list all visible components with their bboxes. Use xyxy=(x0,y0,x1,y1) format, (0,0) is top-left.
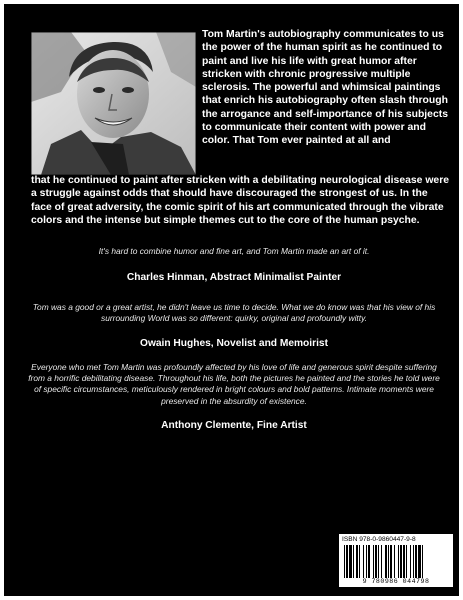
barcode-bar xyxy=(400,545,402,578)
barcode-bar xyxy=(394,545,395,578)
testimonial-quote: Tom was a good or a great artist, he didn't leave us time to decide. What we do know was that his view of his surrounding World was so different: quirky, original and profoundly witty. xyxy=(32,302,436,324)
barcode-bar xyxy=(366,545,367,578)
barcode-bar xyxy=(344,545,345,578)
barcode-bar xyxy=(353,545,354,578)
testimonial-author: Charles Hinman, Abstract Minimalist Painter xyxy=(126,272,342,283)
barcode-bars xyxy=(342,545,450,578)
bio-paragraph-top: Tom Martin's autobiography communicates to us the power of the human spirit as he continued to paint and live his life with great humor after stricken with chronic progressive multiple sclerosis. The powerful and whimsical paintings that enrich his autobiography often slash through the arrogance and self-importance of his subjects to communicate their content with power and color. That Tom ever painted at all and xyxy=(202,29,448,147)
back-cover xyxy=(4,4,459,596)
barcode-bar xyxy=(406,545,407,578)
barcode-bar xyxy=(422,545,423,578)
barcode-bar xyxy=(413,545,414,578)
barcode-bar xyxy=(385,545,387,578)
barcode-bar xyxy=(398,545,399,578)
barcode-bar xyxy=(356,545,358,578)
isbn-label: ISBN 978-0-9860447-9-8 xyxy=(342,536,416,543)
barcode-bar xyxy=(375,545,377,578)
isbn-barcode xyxy=(339,534,453,587)
barcode-bar xyxy=(363,545,364,578)
barcode-bar xyxy=(373,545,374,578)
barcode-number: 9 780986 044798 xyxy=(362,578,430,585)
barcode-bar xyxy=(390,545,392,578)
barcode-bar xyxy=(381,545,382,578)
barcode-bar xyxy=(403,545,405,578)
barcode-bar xyxy=(359,545,360,578)
barcode-bar xyxy=(388,545,389,578)
testimonial-author: Owain Hughes, Novelist and Memoirist xyxy=(140,338,328,349)
barcode-bar xyxy=(418,545,421,578)
author-portrait-image xyxy=(31,32,196,175)
barcode-bar xyxy=(415,545,417,578)
author-photo xyxy=(31,32,196,175)
barcode-bar xyxy=(349,545,352,578)
testimonial-quote: Everyone who met Tom Martin was profoundly affected by his love of life and generous spirit despite suffering from a horrific debilitating disease. Throughout his life, both the pictures he painted and the stories he told were of specific circumstances, meticulously rendered in bright colours and bold patterns. Intimate moments were preserved in the absurdity of existence. xyxy=(28,362,440,406)
barcode-bar xyxy=(368,545,370,578)
testimonial-author: Anthony Clemente, Fine Artist xyxy=(161,420,307,431)
barcode-bar xyxy=(346,545,348,578)
barcode-bar xyxy=(410,545,411,578)
bio-paragraph-bottom: that he continued to paint after stricken with a debilitating neurological disease were a struggle against odds that should have discouraged the strongest of us. In the face of great adversity, the comic spirit of his art communicated through the vibrate colors and the intense but simple themes cut to the core of the human psyche. xyxy=(31,175,450,226)
testimonial-quote: It's hard to combine humor and fine art, and Tom Martin made an art of it. xyxy=(98,246,370,256)
barcode-bar xyxy=(378,545,379,578)
